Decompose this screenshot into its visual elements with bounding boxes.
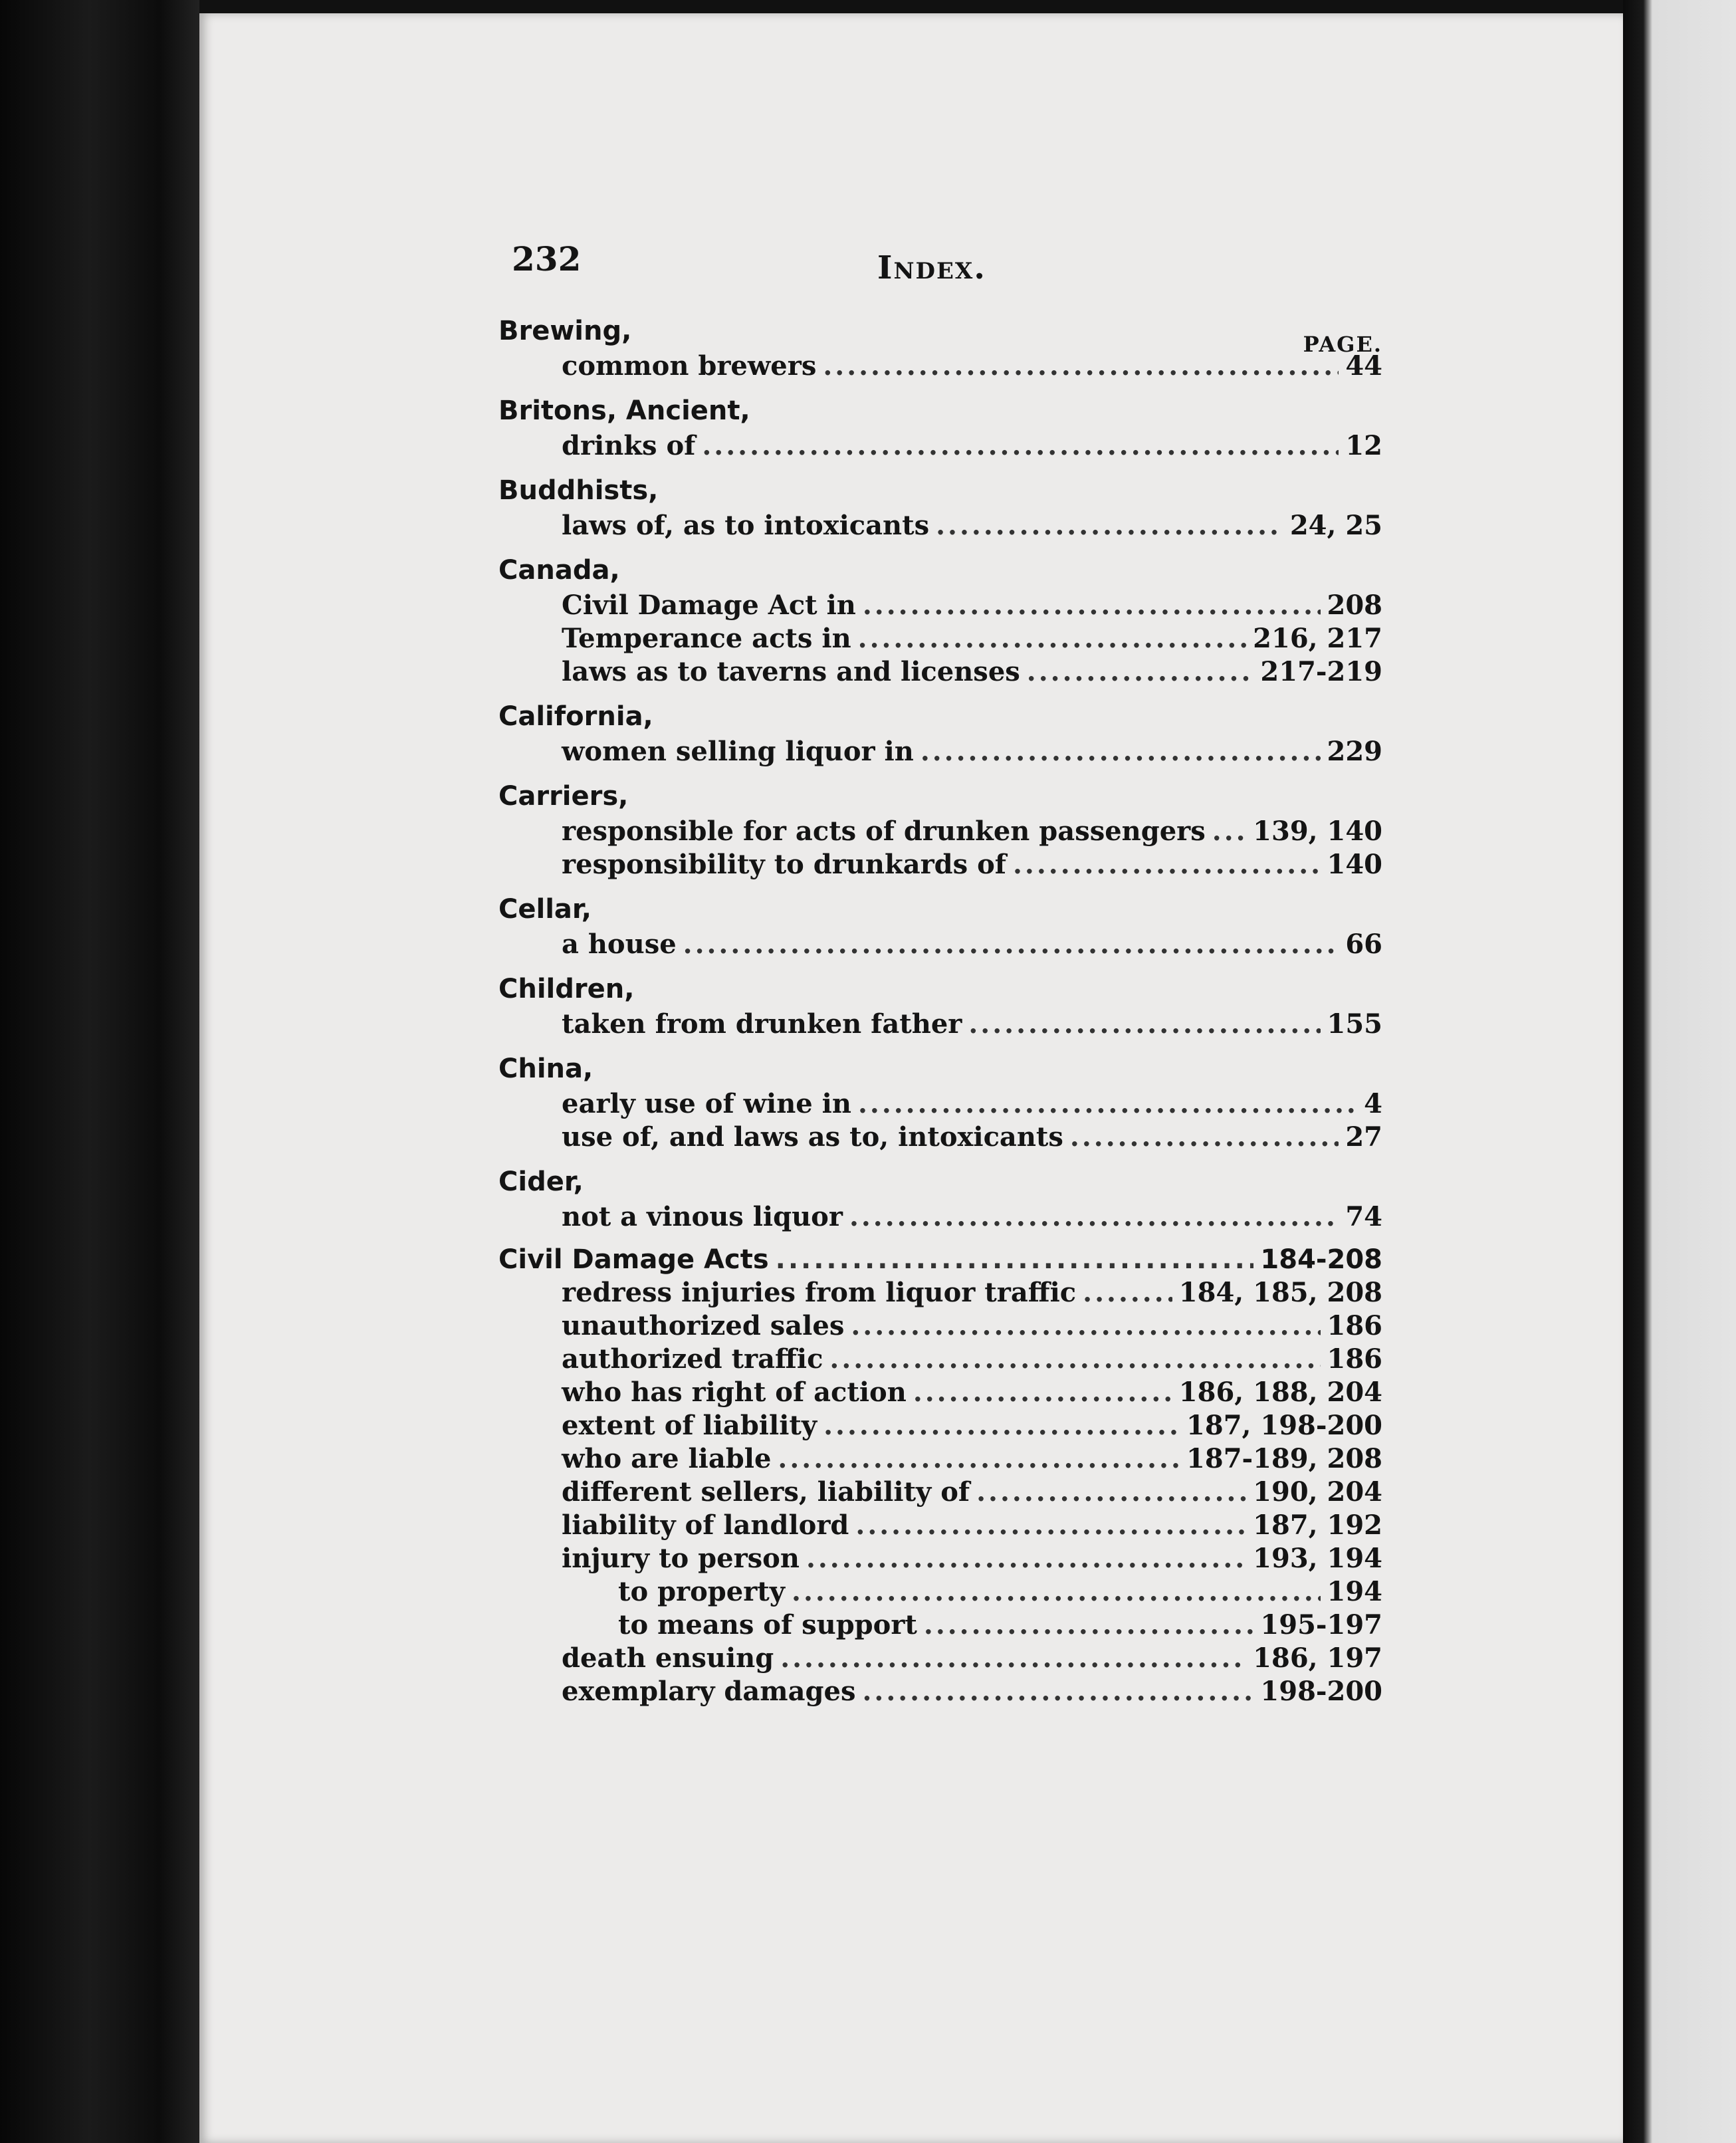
entry-heading-children: Children, bbox=[498, 974, 635, 1004]
index-row bbox=[498, 815, 1382, 848]
index-row bbox=[498, 928, 1382, 961]
entry-heading-cellar: Cellar, bbox=[498, 894, 592, 925]
entry-pages: 184, 185, 208 bbox=[1178, 1277, 1382, 1308]
index-row bbox=[498, 1121, 1382, 1154]
leader-dots bbox=[862, 1675, 1253, 1708]
entry-pages: 186, 197 bbox=[1253, 1642, 1382, 1674]
entry-pages: 24, 25 bbox=[1289, 510, 1382, 541]
entry-pages: 140 bbox=[1327, 849, 1382, 880]
entry-text: Civil Damage Act in bbox=[562, 590, 856, 621]
entry-pages: 155 bbox=[1327, 1008, 1382, 1040]
entry-text: Temperance acts in bbox=[562, 623, 851, 654]
index-row bbox=[498, 1343, 1382, 1376]
index-row bbox=[498, 429, 1382, 463]
leader-dots bbox=[921, 735, 1321, 768]
entry-pages: 186 bbox=[1327, 1343, 1382, 1375]
entry-text: not a vinous liquor bbox=[562, 1201, 843, 1232]
entry-heading-cider: Cider, bbox=[498, 1167, 584, 1197]
entry-heading-carriers: Carriers, bbox=[498, 781, 629, 812]
leader-dots bbox=[1027, 655, 1254, 689]
index-row bbox=[498, 1087, 1382, 1121]
heading-text: Brewing, bbox=[498, 316, 632, 346]
leader-dots bbox=[936, 509, 1283, 542]
leader-dots bbox=[780, 1642, 1246, 1675]
entry-text: to means of support bbox=[618, 1609, 917, 1640]
index-row bbox=[498, 1642, 1382, 1675]
entry-text: liability of landlord bbox=[562, 1510, 849, 1541]
entry-text: to property bbox=[618, 1576, 786, 1607]
leader-dots bbox=[968, 1008, 1320, 1041]
entry-heading-canada: Canada, bbox=[498, 555, 620, 586]
page-title: Index. bbox=[877, 249, 987, 286]
leader-dots bbox=[683, 928, 1339, 961]
index-row bbox=[498, 1309, 1382, 1343]
facing-page-edge bbox=[1623, 0, 1736, 2143]
index-row bbox=[498, 1476, 1382, 1509]
leader-dots bbox=[913, 1376, 1172, 1409]
leader-dots bbox=[849, 1200, 1339, 1234]
leader-dots bbox=[855, 1509, 1246, 1542]
entry-pages: 216, 217 bbox=[1253, 623, 1382, 654]
entry-pages: 195-197 bbox=[1260, 1609, 1382, 1640]
entry-text: early use of wine in bbox=[562, 1088, 851, 1119]
leader-dots bbox=[858, 622, 1247, 655]
entry-pages: 193, 194 bbox=[1253, 1543, 1382, 1574]
index-row bbox=[498, 655, 1382, 689]
index-row bbox=[498, 1376, 1382, 1409]
index-row bbox=[498, 848, 1382, 881]
leader-dots bbox=[924, 1609, 1254, 1642]
entry-pages: 194 bbox=[1327, 1576, 1382, 1607]
entry-pages: 187-189, 208 bbox=[1186, 1443, 1382, 1474]
entry-pages: 198-200 bbox=[1260, 1676, 1382, 1707]
entry-text: redress injuries from liquor traffic bbox=[562, 1277, 1077, 1308]
entry-text: a house bbox=[562, 929, 677, 960]
entry-text: taken from drunken father bbox=[562, 1008, 962, 1040]
entry-pages: 66 bbox=[1345, 929, 1382, 960]
entry-text: who has right of action bbox=[562, 1377, 907, 1408]
entry-pages: 190, 204 bbox=[1253, 1476, 1382, 1508]
page-column-label: PAGE. bbox=[1303, 332, 1382, 357]
entry-pages: 229 bbox=[1327, 736, 1382, 767]
index-row bbox=[498, 735, 1382, 768]
entry-pages: 44 bbox=[1345, 350, 1382, 382]
leader-dots bbox=[823, 1409, 1180, 1442]
index-row bbox=[498, 1409, 1382, 1442]
index-row bbox=[498, 350, 1382, 383]
index-row bbox=[498, 589, 1382, 622]
entry-text: responsible for acts of drunken passengers bbox=[562, 816, 1206, 847]
entry-pages: 184-208 bbox=[1260, 1244, 1382, 1275]
entry-text: responsibility to drunkards of bbox=[562, 849, 1006, 880]
entry-pages: 187, 192 bbox=[1253, 1510, 1382, 1541]
entry-pages: 186 bbox=[1327, 1310, 1382, 1341]
entry-text: use of, and laws as to, intoxicants bbox=[562, 1121, 1063, 1153]
entry-text: who are liable bbox=[562, 1443, 772, 1474]
entry-heading-civil-damage-acts bbox=[498, 1243, 1382, 1276]
entry-pages: 4 bbox=[1364, 1088, 1382, 1119]
heading-text: Civil Damage Acts bbox=[498, 1244, 769, 1275]
leader-dots bbox=[976, 1476, 1246, 1509]
entry-pages: 187, 198-200 bbox=[1186, 1410, 1382, 1441]
leader-dots bbox=[1212, 815, 1246, 848]
entry-heading-britons: Britons, Ancient, bbox=[498, 395, 750, 426]
leader-dots bbox=[823, 350, 1339, 383]
entry-text: death ensuing bbox=[562, 1642, 774, 1674]
entry-heading-brewing bbox=[498, 312, 1382, 357]
entry-text: different sellers, liability of bbox=[562, 1476, 970, 1508]
entry-heading-california: California, bbox=[498, 701, 653, 732]
index-row bbox=[498, 1200, 1382, 1234]
leader-dots bbox=[863, 589, 1321, 622]
page-number: 232 bbox=[512, 239, 582, 279]
leader-dots bbox=[858, 1087, 1357, 1121]
index-row bbox=[498, 1276, 1382, 1309]
entry-text: unauthorized sales bbox=[562, 1310, 845, 1341]
leader-dots bbox=[806, 1542, 1246, 1575]
entry-text: drinks of bbox=[562, 430, 696, 461]
entry-heading-china: China, bbox=[498, 1054, 594, 1084]
index-row bbox=[498, 1542, 1382, 1575]
leader-dots bbox=[1013, 848, 1321, 881]
index-page bbox=[292, 233, 1382, 1708]
page-header bbox=[292, 233, 1369, 312]
leader-dots bbox=[702, 429, 1339, 463]
leader-dots bbox=[792, 1575, 1320, 1609]
leader-dots bbox=[829, 1343, 1320, 1376]
entry-text: laws as to taverns and licenses bbox=[562, 656, 1020, 687]
entry-pages: 74 bbox=[1345, 1201, 1382, 1232]
entry-pages: 208 bbox=[1327, 590, 1382, 621]
entry-text: women selling liquor in bbox=[562, 736, 914, 767]
entry-text: laws of, as to intoxicants bbox=[562, 510, 930, 541]
index-row bbox=[498, 1008, 1382, 1041]
index-row bbox=[498, 1575, 1382, 1609]
index-row bbox=[498, 1442, 1382, 1476]
entry-text: authorized traffic bbox=[562, 1343, 823, 1375]
entry-pages: 12 bbox=[1345, 430, 1382, 461]
index-row bbox=[498, 509, 1382, 542]
entry-text: injury to person bbox=[562, 1543, 800, 1574]
entry-text: exemplary damages bbox=[562, 1676, 856, 1707]
index-row bbox=[498, 1675, 1382, 1708]
entry-heading-buddhists: Buddhists, bbox=[498, 475, 659, 506]
leader-dots bbox=[851, 1309, 1320, 1343]
leader-dots bbox=[776, 1243, 1254, 1276]
scanner-left-margin bbox=[0, 0, 199, 2143]
entry-pages: 217-219 bbox=[1260, 656, 1382, 687]
leader-dots bbox=[1083, 1276, 1172, 1309]
index-entries bbox=[498, 312, 1382, 1708]
index-row bbox=[498, 622, 1382, 655]
entry-pages: 186, 188, 204 bbox=[1178, 1377, 1382, 1408]
leader-dots bbox=[778, 1442, 1180, 1476]
leader-dots bbox=[1070, 1121, 1339, 1154]
entry-pages: 27 bbox=[1345, 1121, 1382, 1153]
entry-pages: 139, 140 bbox=[1253, 816, 1382, 847]
entry-text: common brewers bbox=[562, 350, 817, 382]
index-row bbox=[498, 1609, 1382, 1642]
entry-text: extent of liability bbox=[562, 1410, 817, 1441]
index-row bbox=[498, 1509, 1382, 1542]
